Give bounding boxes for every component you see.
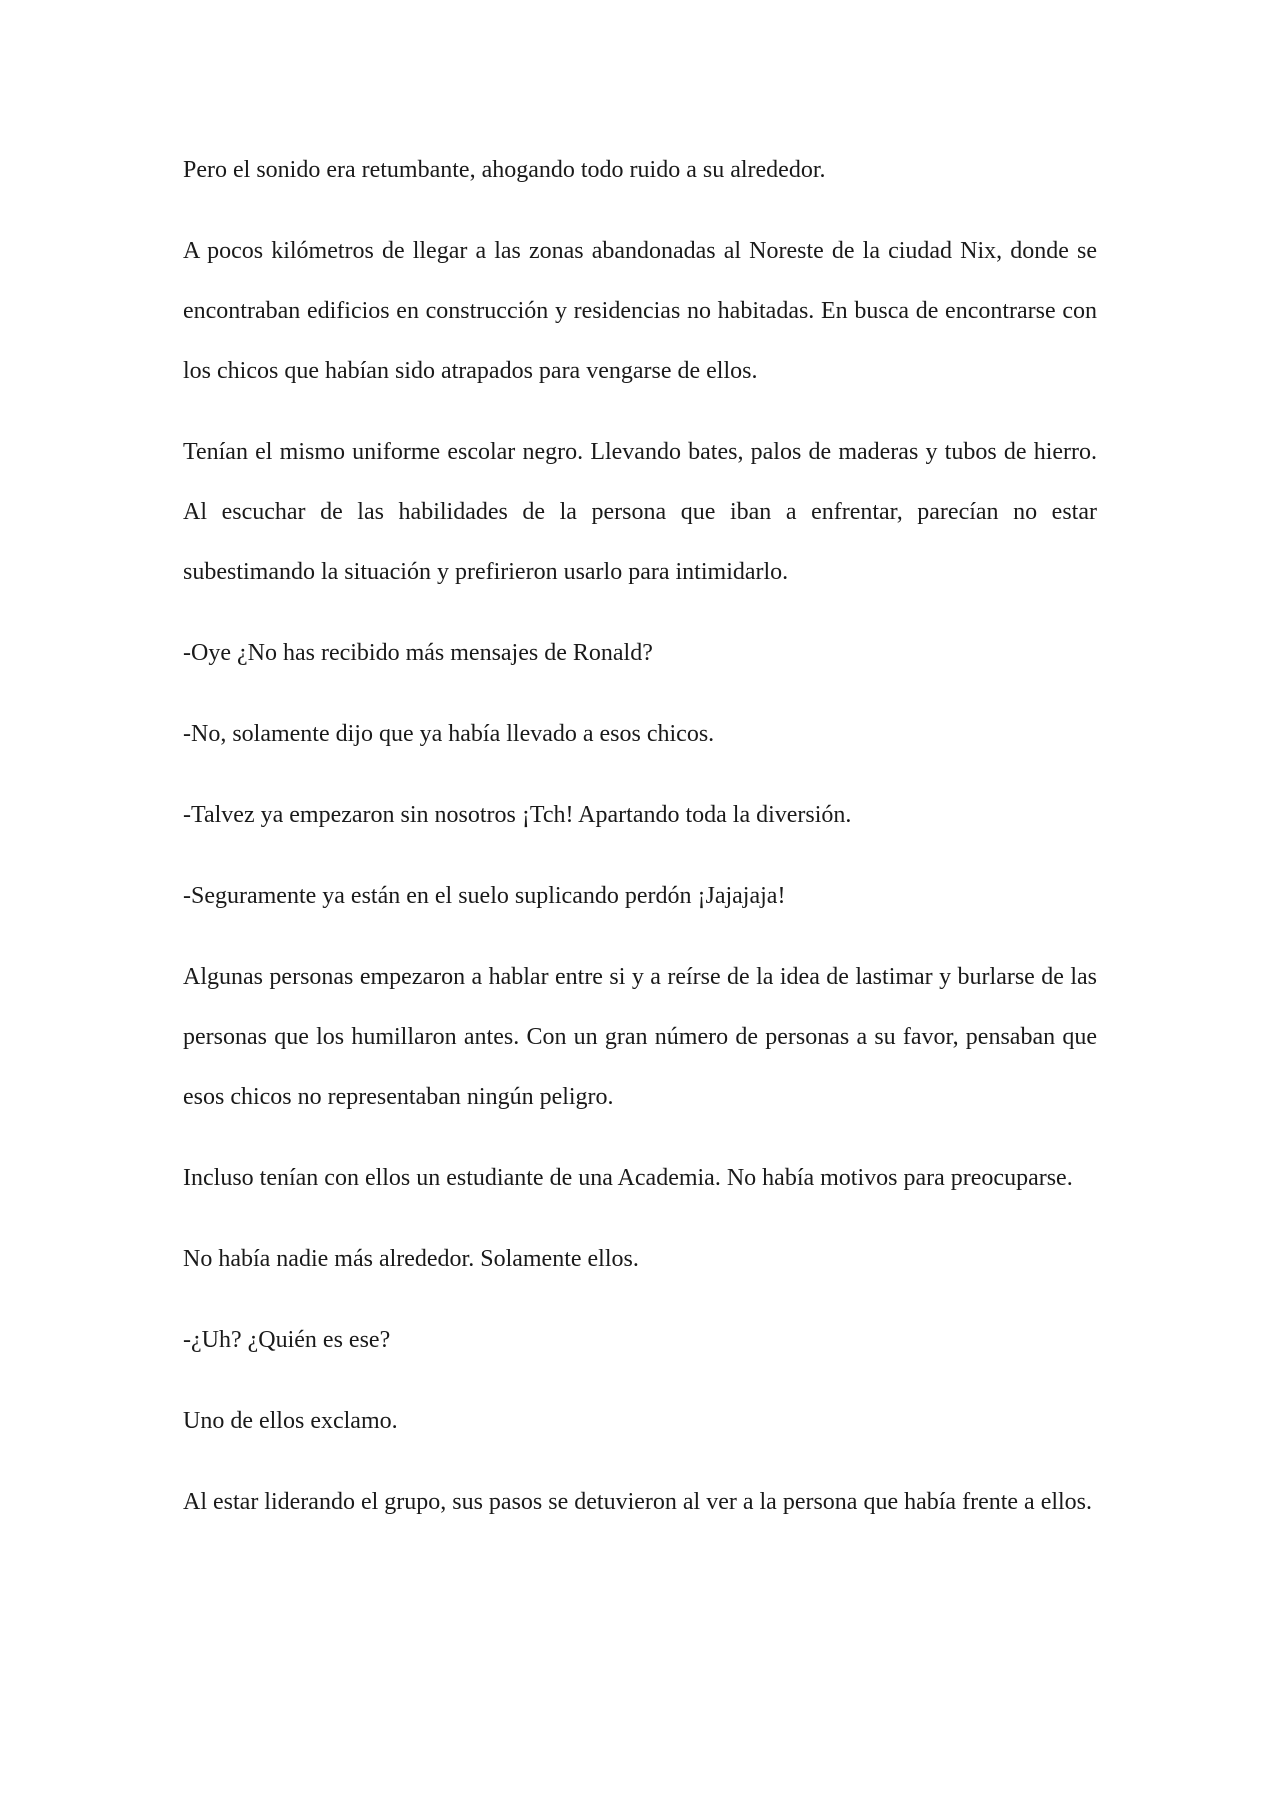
paragraph-8: Al estar liderando el grupo, sus pasos se detuvieron al ver a la persona que había frente a ellos. (183, 1489, 1093, 1515)
paragraph-2: A pocos kilómetros de llegar a las zonas abandonadas al Noreste de la ciudad Nix, donde se encontraban edificios en construcción y residencias no habitadas. En busca de encontrarse con los chicos que habían sido atrapados para vengarse de ellos. (183, 238, 1097, 384)
paragraph-5: Incluso tenían con ellos un estudiante de una Academia. No había motivos para preocuparse. (183, 1165, 1073, 1191)
paragraph-6: No había nadie más alrededor. Solamente ellos. (183, 1246, 639, 1272)
dialogue-line-3: -Talvez ya empezaron sin nosotros ¡Tch! Apartando toda la diversión. (183, 802, 852, 828)
dialogue-line-1: -Oye ¿No has recibido más mensajes de Ronald? (183, 640, 653, 666)
paragraph-3: Tenían el mismo uniforme escolar negro. Llevando bates, palos de maderas y tubos de hierro. Al escuchar de las habilidades de la persona que iban a enfrentar, parecían no estar subestimando la situación y prefirieron usarlo para intimidarlo. (183, 439, 1097, 585)
paragraph-4: Algunas personas empezaron a hablar entre si y a reírse de la idea de lastimar y burlarse de las personas que los humillaron antes. Con un gran número de personas a su favor, pensaban que esos chicos no representaban ningún peligro. (183, 964, 1097, 1110)
dialogue-line-4: -Seguramente ya están en el suelo suplicando perdón ¡Jajajaja! (183, 883, 786, 909)
paragraph-7: Uno de ellos exclamo. (183, 1408, 398, 1434)
document-body (183, 140, 1097, 1553)
dialogue-line-2: -No, solamente dijo que ya había llevado a esos chicos. (183, 721, 715, 747)
dialogue-line-5: -¿Uh? ¿Quién es ese? (183, 1327, 391, 1353)
paragraph-1: Pero el sonido era retumbante, ahogando todo ruido a su alrededor. (183, 157, 826, 183)
